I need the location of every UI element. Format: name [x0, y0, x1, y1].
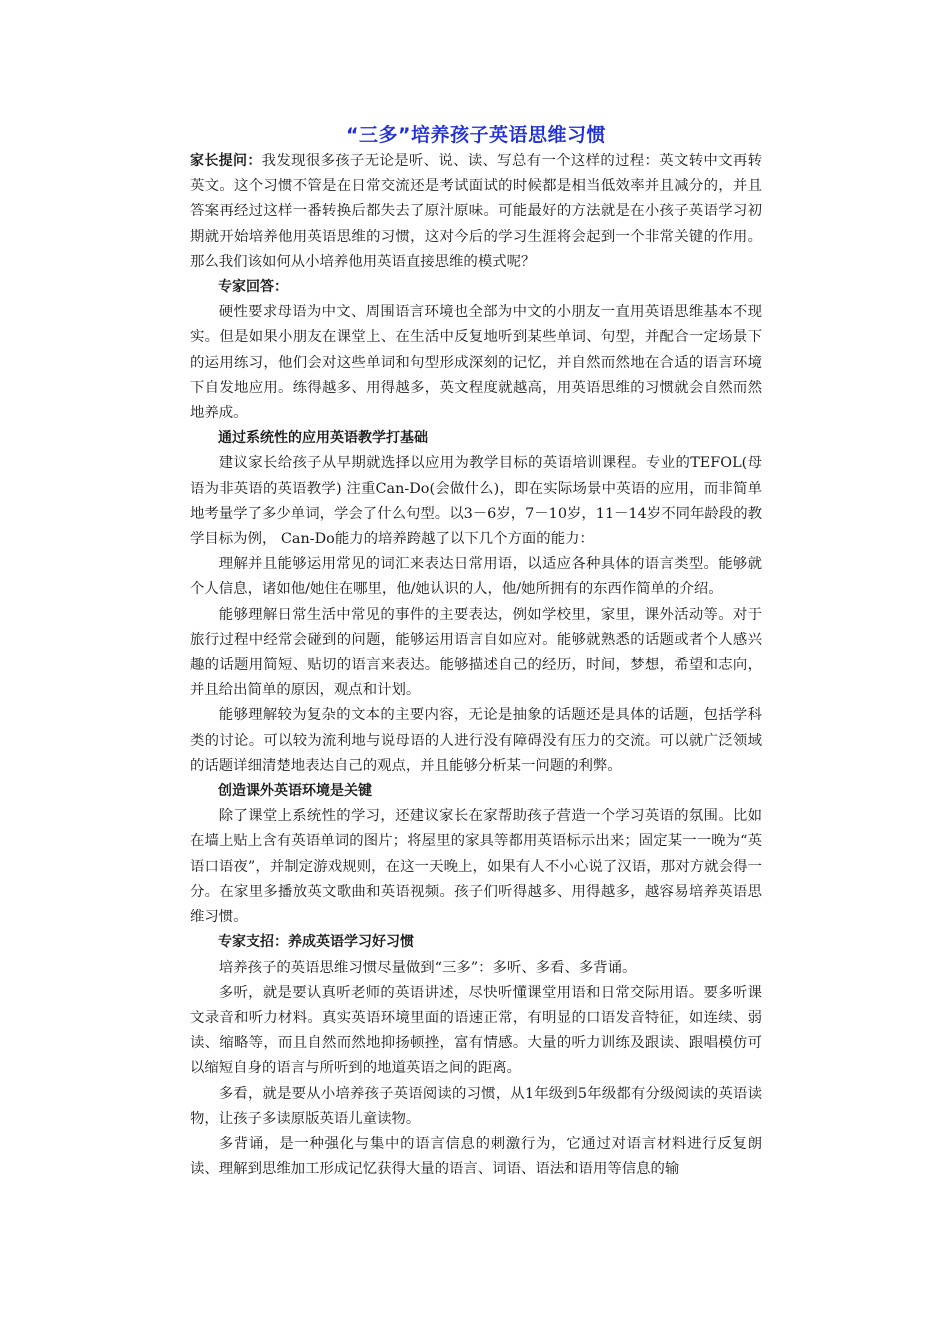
section1-paragraph: 建议家长给孩子从早期就选择以应用为教学目标的英语培训课程。专业的TEFOL(母语为非英语的英语教学) 注重Can-Do(会做什么)，即在实际场景中英语的应用，而非简单地考量学了多少单词，学会了什么句型。以3－6岁，7－10岁，11－14岁不同年龄段的教学目标为例， Can-Do能力的培养跨越了以下几个方面的能力：	[190, 455, 762, 548]
section1-heading: 通过系统性的应用英语教学打基础	[218, 430, 428, 447]
document-title: “三多”培养孩子英语思维习惯	[346, 124, 606, 146]
section3-paragraph: 多背诵，是一种强化与集中的语言信息的刺激行为，它通过对语言材料进行反复朗读、理解到思维加工形成记忆获得大量的语言、词语、语法和语用等信息的输	[190, 1135, 762, 1178]
section2-paragraph: 除了课堂上系统性的学习，还建议家长在家帮助孩子营造一个学习英语的氛围。比如在墙上贴上含有英语单词的图片；将屋里的家具等都用英语标示出来；固定某一一晚为“英语口语夜”，并制定游戏规则，在这一天晚上，如果有人不小心说了汉语，那对方就会得一分。在家里多播放英文歌曲和英语视频。孩子们听得越多、用得越多，越容易培养英语思维习惯。	[190, 808, 762, 926]
section2-heading: 创造课外英语环境是关键	[218, 783, 372, 800]
question-label: 家长提问：	[190, 153, 262, 169]
parent-question	[190, 149, 762, 275]
section3-paragraph: 多看，就是要从小培养孩子英语阅读的习惯，从1年级到5年级都有分级阅读的英语读物，让孩子多读原版英语儿童读物。	[190, 1085, 762, 1127]
section3-paragraph: 多听，就是要认真听老师的英语讲述，尽快听懂课堂用语和日常交际用语。要多听课文录音和听力材料。真实英语环境里面的语速正常，有明显的口语发音特征，如连续、弱读、缩略等，而且自然而然地抑扬顿挫，富有情感。大量的听力训练及跟读、跟唱模仿可以缩短自身的语言与所听到的地道英语之间的距离。	[190, 984, 762, 1077]
section1-paragraph: 理解并且能够运用常见的词汇来表达日常用语，以适应各种具体的语言类型。能够就个人信息，诸如他/她住在哪里，他/她认识的人，他/她所拥有的东西作简单的介绍。	[190, 556, 762, 598]
section1-paragraph: 能够理解日常生活中常见的事件的主要表达，例如学校里，家里，课外活动等。对于旅行过程中经常会碰到的问题，能够运用语言自如应对。能够就熟悉的话题或者个人感兴趣的话题用简短、贴切的语言来表达。能够描述自己的经历，时间，梦想，希望和志向，并且给出简单的原因，观点和计划。	[190, 606, 762, 699]
question-text: 我发现很多孩子无论是听、说、读、写总有一个这样的过程：英文转中文再转英文。这个习惯不管是在日常交流还是考试面试的时候都是相当低效率并且减分的，并且答案再经过这样一番转换后都失去了原汁原味。可能最好的方法就是在小孩子英语学习初期就开始培养他用英语思维的习惯，这对今后的学习生涯将会起到一个非常关键的作用。那么我们该如何从小培养他用英语直接思维的模式呢？	[190, 153, 762, 270]
section3-heading: 专家支招：养成英语学习好习惯	[218, 934, 414, 951]
section3-paragraph: 培养孩子的英语思维习惯尽量做到“三多”：多听、多看、多背诵。	[218, 959, 637, 976]
answer-heading: 专家回答：	[218, 279, 288, 296]
section1-paragraph: 能够理解较为复杂的文本的主要内容，无论是抽象的话题还是具体的话题，包括学科类的讨论。可以较为流利地与说母语的人进行没有障碍没有压力的交流。可以就广泛领域的话题详细清楚地表达自己的观点，并且能够分析某一问题的利弊。	[190, 707, 762, 774]
answer-paragraph: 硬性要求母语为中文、周围语言环境也全部为中文的小朋友一直用英语思维基本不现实。但是如果小朋友在课堂上、在生活中反复地听到某些单词、句型，并配合一定场景下的运用练习，他们会对这些单词和句型形成深刻的记忆，并自然而然地在合适的语言环境下自发地应用。练得越多、用得越多，英文程度就越高，用英语思维的习惯就会自然而然地养成。	[190, 304, 762, 422]
document-page	[190, 118, 762, 1182]
